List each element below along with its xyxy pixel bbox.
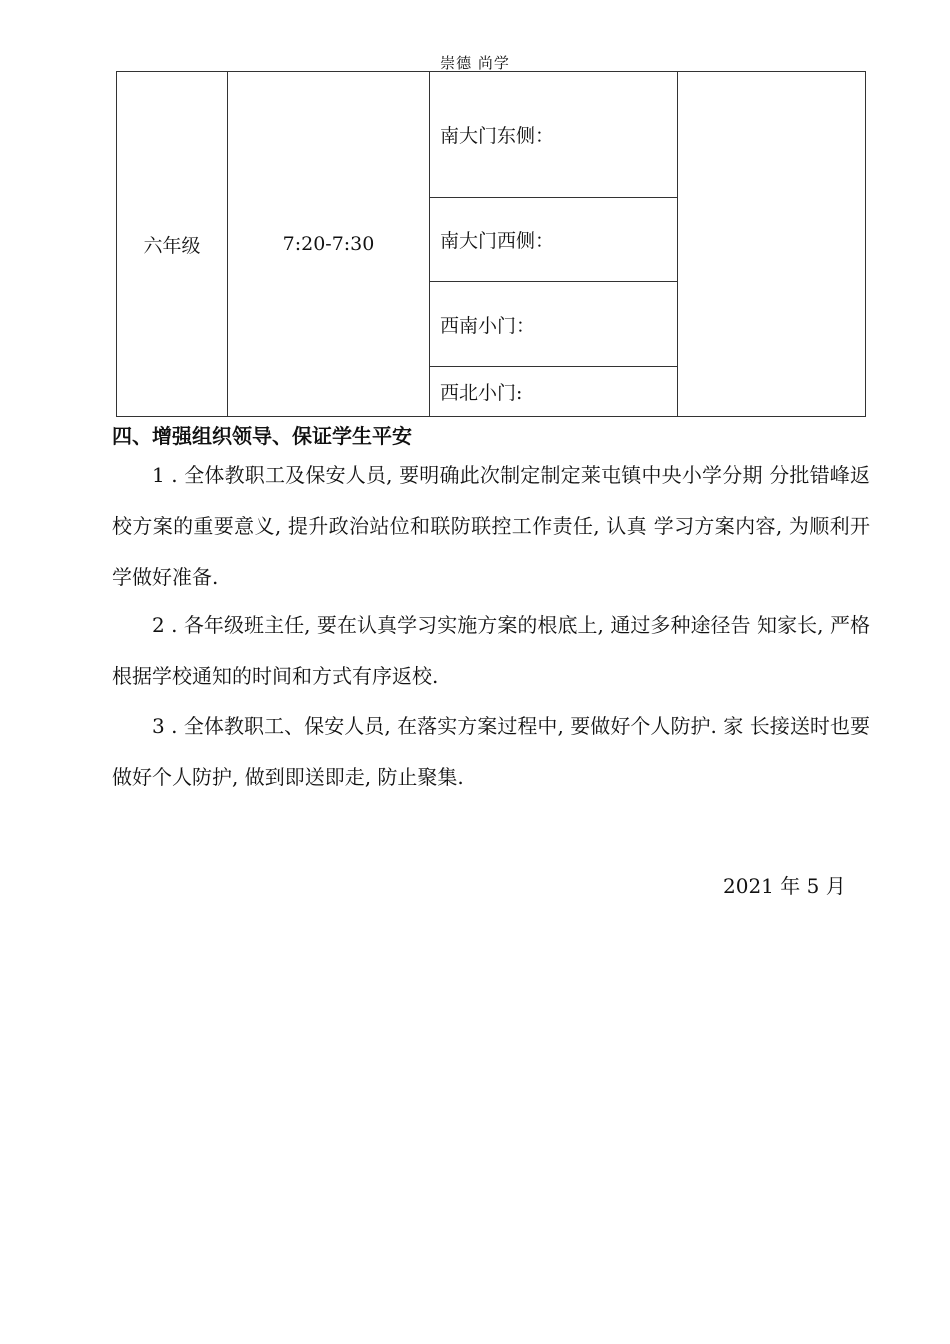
time-cell: 7:20-7:30 <box>228 72 430 417</box>
gate-cell-southwest-small: 西南小门： <box>430 282 678 367</box>
paragraph-2: 2 . 各年级班主任, 要在认真学习实施方案的根底上, 通过多种途径告 知家长, 严格根据学校通知的时间和方式有序返校. <box>112 613 870 688</box>
gate-cell-south-east: 南大门东侧： <box>430 72 678 198</box>
gate-cell-northwest-small: 西北小门: <box>430 367 678 417</box>
page-header-motto: 崇德 尚学 <box>440 54 510 72</box>
document-date: 2021 年 5 月 <box>723 874 846 898</box>
paragraph-1: 1 . 全体教职工及保安人员, 要明确此次制定制定莱屯镇中央小学分期 分批错峰返校方案的重要意义, 提升政治站位和联防联控工作责任, 认真 学习方案内容, 为顺利开学做好准备. <box>112 463 870 589</box>
grade-cell: 六年级 <box>117 72 228 417</box>
paragraph-3: 3 . 全体教职工、保安人员, 在落实方案过程中, 要做好个人防护. 家 长接送时也要做好个人防护, 做到即送即走, 防止聚集. <box>112 714 870 789</box>
table-row <box>117 72 866 198</box>
notes-cell <box>678 72 866 417</box>
return-schedule-table <box>116 71 866 417</box>
gate-cell-south-west: 南大门西侧： <box>430 198 678 282</box>
section-heading: 四、增强组织领导、保证学生平安 <box>112 424 412 448</box>
